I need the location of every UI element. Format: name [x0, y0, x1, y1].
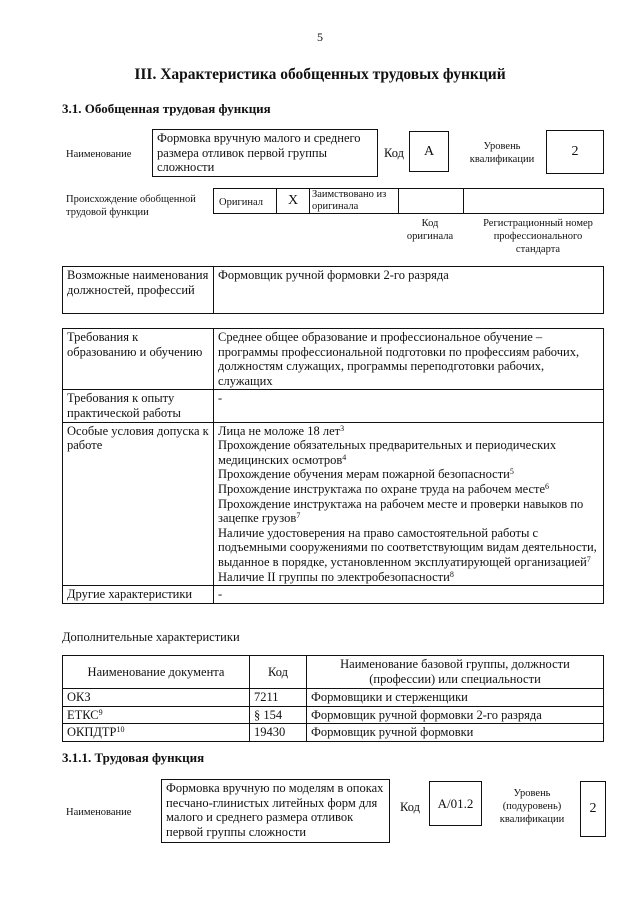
table-row [63, 329, 604, 390]
edu-label: Требования к образованию и обучению [63, 329, 214, 390]
tf-level-label: Уровень (подуровень) квалификации [499, 788, 565, 825]
gtf-code-label: Код [384, 146, 404, 160]
cond-item: Лица не моложе 18 лет$^3$ [218, 423, 345, 438]
origin-original-label: Оригинал [219, 197, 263, 208]
gtf-level-label: Уровень квалификации [469, 141, 535, 165]
table-row [63, 422, 604, 586]
origin-code-caption: Код оригинала [406, 218, 454, 242]
additional-title: Дополнительные характеристики [62, 630, 240, 644]
cell-doc: ЕТКС$^9$ [63, 706, 250, 724]
header-name: Наименование базовой группы, должности (профессии) или специальности [307, 656, 604, 689]
origin-reg-caption: Регистрационный номер профессионального стандарта [483, 218, 593, 255]
origin-code-cell [398, 189, 464, 213]
cond-item: Прохождение обязательных предварительных и периодических медицинских осмотров$^4$ [218, 438, 557, 467]
table-row [63, 586, 604, 604]
cell-name: Формовщик ручной формовки 2-го разряда [307, 706, 604, 724]
exp-value: - [214, 390, 604, 422]
cell-code: 7211 [250, 689, 307, 707]
table-row [63, 689, 604, 707]
table-row [63, 390, 604, 422]
positions-value: Формовщик ручной формовки 2-го разряда [214, 267, 604, 314]
page-number: 5 [317, 30, 323, 44]
cond-list [214, 422, 604, 586]
gtf-name-label: Наименование [66, 149, 132, 160]
cell-code: § 154 [250, 706, 307, 724]
tf-code-box [429, 781, 482, 826]
gtf-level-value: 2 [571, 144, 579, 159]
cell-doc: ОКПДТР$^{10}$ [63, 724, 250, 742]
cond-label: Особые условия допуска к работе [63, 422, 214, 586]
origin-row [213, 188, 604, 214]
gtf-name-value: Формовка вручную малого и среднего размера отливок первой группы сложности [157, 131, 361, 174]
header-doc: Наименование документа [63, 656, 250, 689]
tf-code-value: А/01.2 [437, 796, 474, 811]
table-row [63, 706, 604, 724]
tf-name-value: Формовка вручную по моделям в опоках песчано-глинистых литейных форм для малого и среднего размера отливок первой группы сложности [166, 781, 384, 839]
tf-name-label: Наименование [66, 807, 132, 818]
exp-label: Требования к опыту практической работы [63, 390, 214, 422]
gtf-code-box [409, 131, 449, 172]
edu-value: Среднее общее образование и профессиональное обучение – программы профессиональной подготовки по профессиям рабочих, должностям служащих, программы переподготовки рабочих, служащих [214, 329, 604, 390]
origin-borrowed-label: Заимствовано из оригинала [312, 189, 387, 212]
table-row [63, 267, 604, 314]
header-code: Код [250, 656, 307, 689]
subsection-title-3-1-1: 3.1.1. Трудовая функция [62, 750, 205, 765]
subsection-title-3-1: 3.1. Обобщенная трудовая функция [62, 101, 271, 116]
positions-table [62, 266, 604, 314]
positions-label: Возможные наименования должностей, профессий [63, 267, 214, 314]
cond-item: Прохождение инструктажа на рабочем месте и проверки навыков по зацепке грузов$^7$ [218, 496, 584, 526]
cond-item: Наличие удостоверения на право самостоятельной работы с подъемными сооружениями по соответствующим видам деятельности, выданное в порядке, установленном эксплуатирующей организацией$^7$ [218, 525, 597, 569]
cond-item: Прохождение инструктажа по охране труда на рабочем месте$^6$ [218, 481, 550, 496]
table-row [63, 724, 604, 742]
cond-item: Прохождение обучения мерам пожарной безопасности$^5$ [218, 467, 514, 482]
origin-label: Происхождение обобщенной трудовой функции [66, 194, 196, 218]
additional-table [62, 655, 604, 742]
gtf-level-box [546, 130, 604, 174]
origin-original-mark: X [276, 189, 310, 213]
gtf-code-value: А [423, 144, 435, 159]
cell-doc: ОКЗ [63, 689, 250, 707]
tf-level-value: 2 [589, 801, 597, 816]
cell-name: Формовщики и стерженщики [307, 689, 604, 707]
tf-code-label: Код [400, 800, 420, 814]
table-row [63, 656, 604, 689]
section-title: III. Характеристика обобщенных трудовых функций [134, 66, 506, 83]
other-label: Другие характеристики [63, 586, 214, 604]
tf-name-box [161, 779, 390, 843]
cond-item: Наличие II группы по электробезопасности$^8$ [218, 569, 454, 584]
other-value: - [214, 586, 604, 604]
cell-code: 19430 [250, 724, 307, 742]
cell-name: Формовщик ручной формовки [307, 724, 604, 742]
tf-level-box [580, 781, 606, 837]
gtf-name-box [152, 129, 378, 177]
requirements-table [62, 328, 604, 604]
